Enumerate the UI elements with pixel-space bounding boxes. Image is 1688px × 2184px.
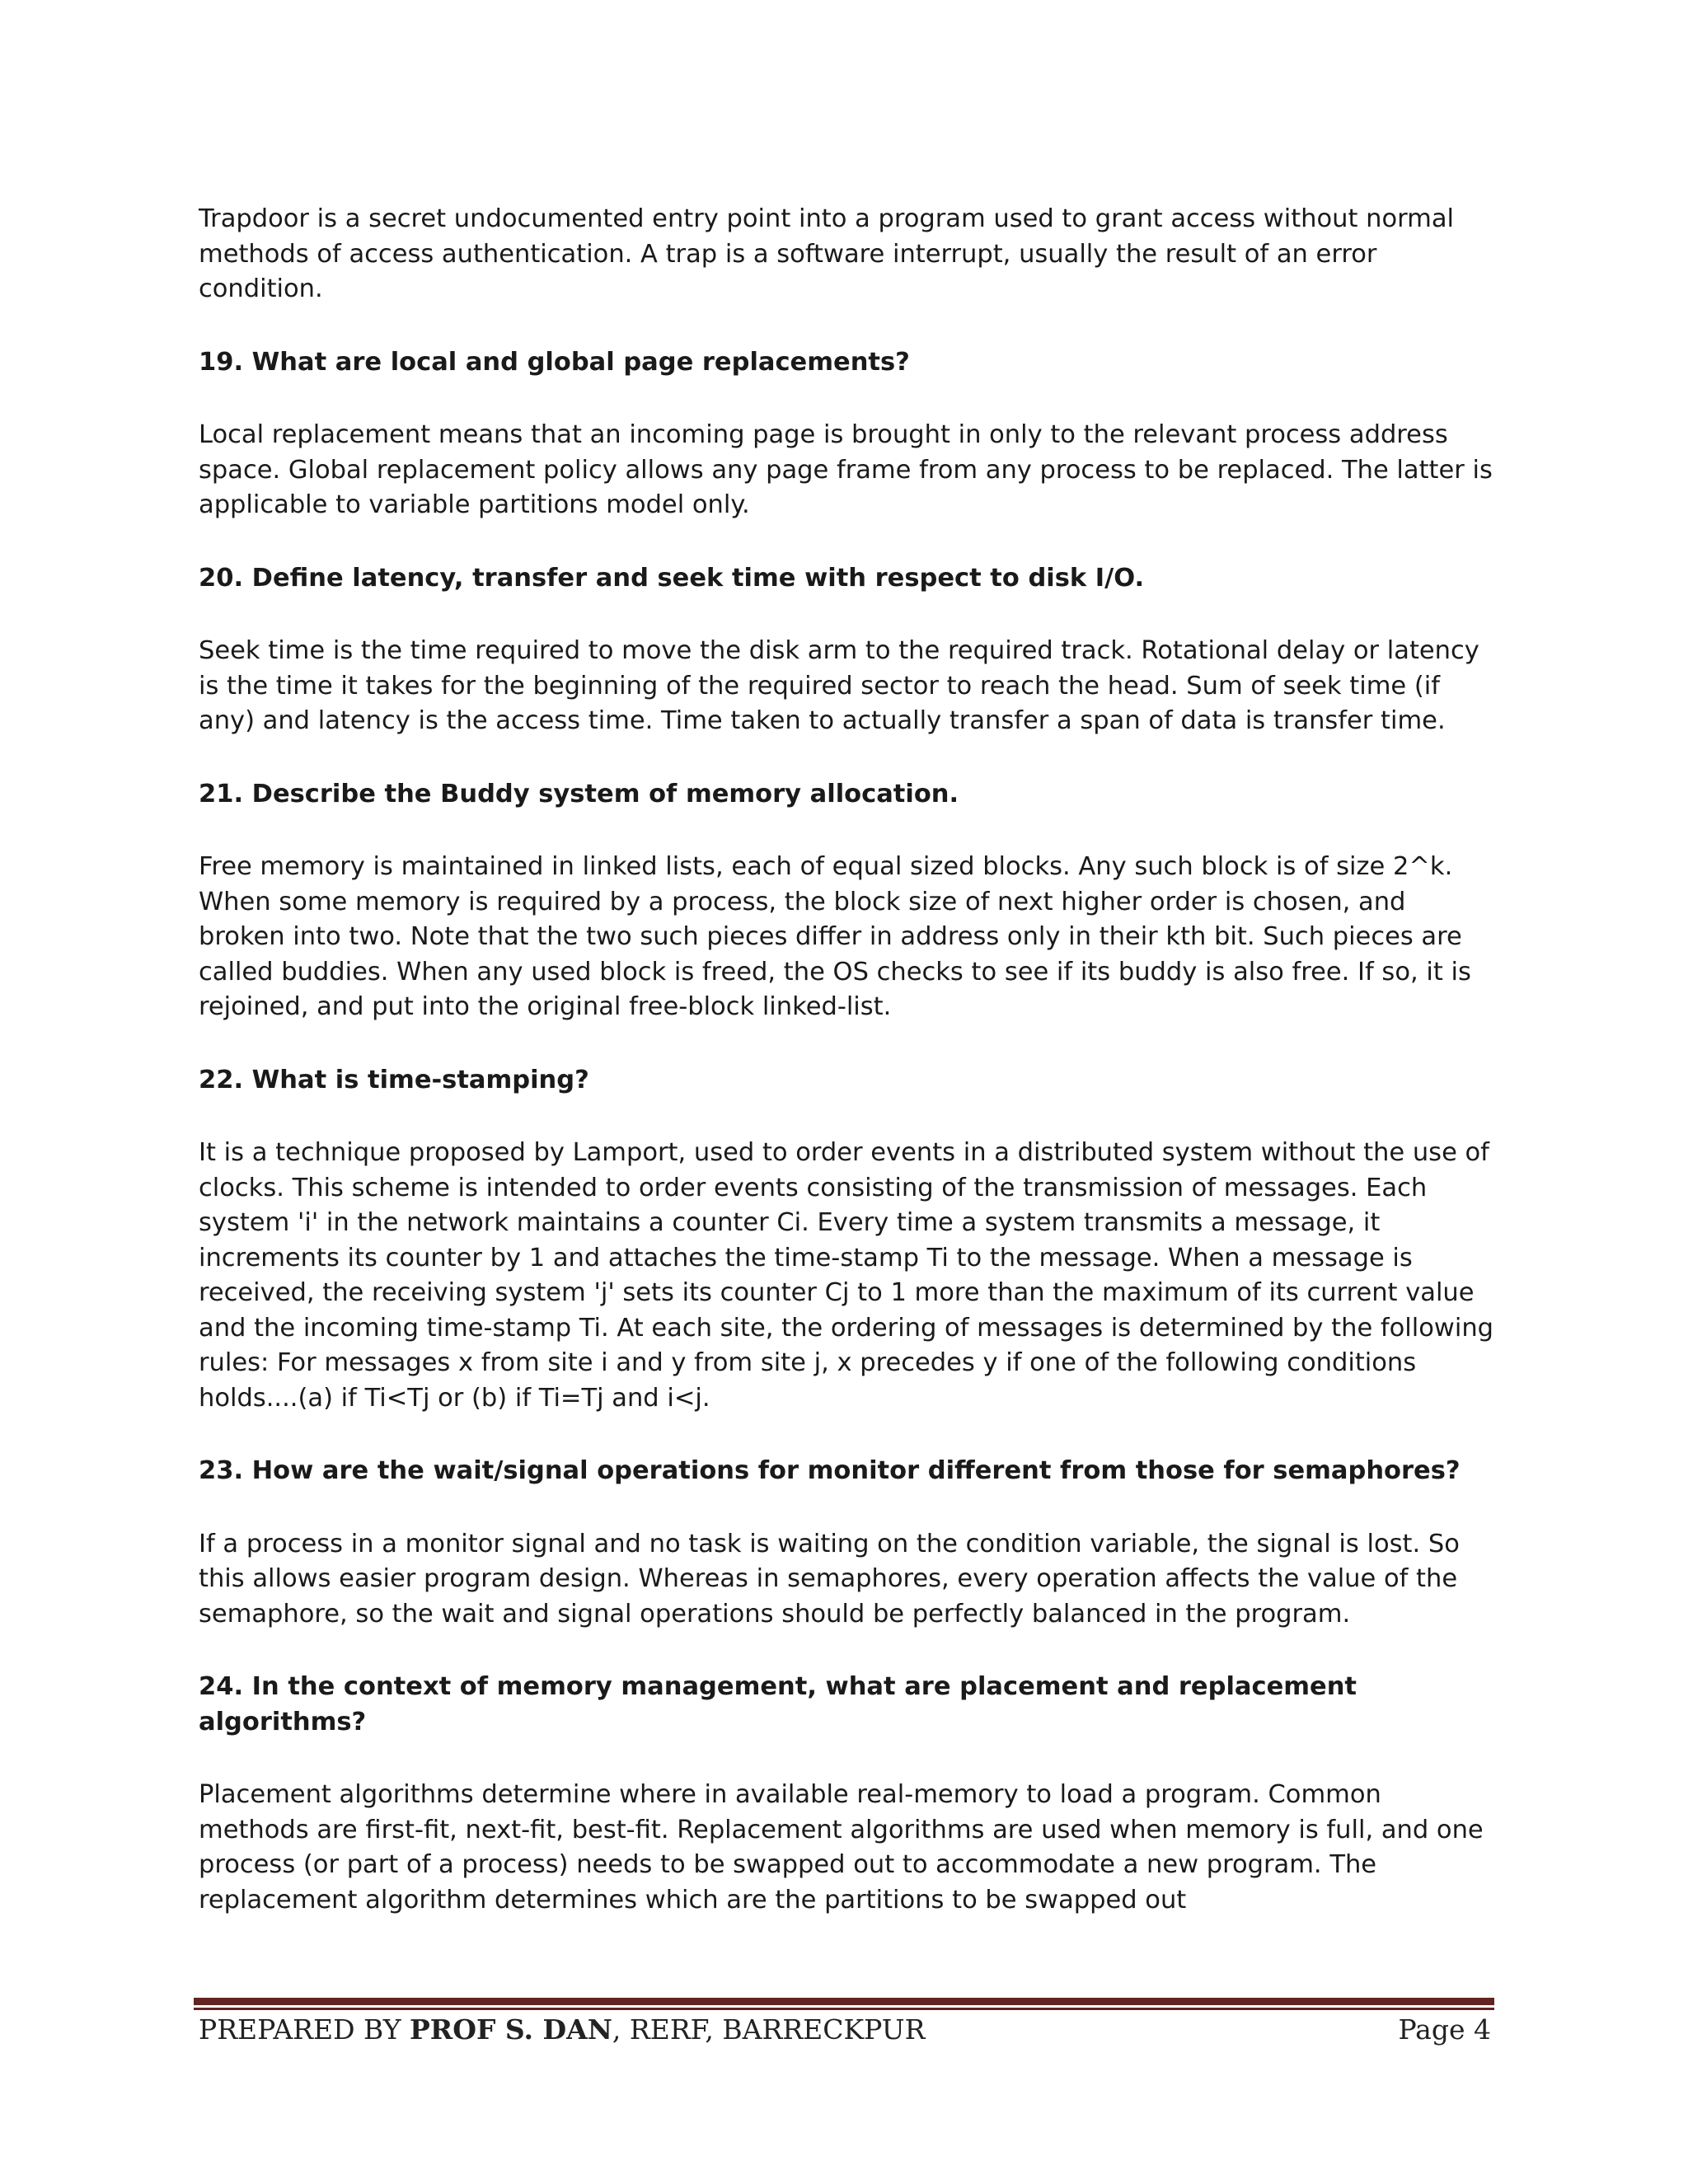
footer-author: PROF S. DAN — [409, 2013, 612, 2046]
answer-21: Free memory is maintained in linked lists, each of equal sized blocks. Any such block is of size 2^k. When some memory is required by a process, the block size of next higher order is chosen, and broken into two. Note that the two such pieces differ in address only in their kth bit. Such pieces are called buddies. When any used block is freed, the OS checks to see if its buddy is also free. If so, it is rejoined, and put into the original free-block linked-list. — [199, 852, 1471, 1021]
page-number: Page 4 — [1398, 2013, 1491, 2046]
question-19: 19. What are local and global page replacements? — [199, 347, 910, 377]
answer-20: Seek time is the time required to move the disk arm to the required track. Rotational delay or latency is the time it takes for the beginning of the required sector to reach the head. Sum of seek time (if any) and latency is the access time. Time taken to actually transfer a span of data is transfer time. — [199, 636, 1479, 735]
intro-paragraph: Trapdoor is a secret undocumented entry point into a program used to grant access without normal methods of access authentication. A trap is a software interrupt, usually the result of an error condition. — [199, 204, 1455, 303]
footer-suffix: , RERF, BARRECKPUR — [612, 2013, 926, 2046]
question-22: 22. What is time-stamping? — [199, 1065, 589, 1094]
answer-23: If a process in a monitor signal and no task is waiting on the condition variable, the signal is lost. So this allows easier program design. Whereas in semaphores, every operation affects the value of the semaphore, so the wait and signal operations should be perfectly balanced in the program. — [199, 1529, 1460, 1629]
answer-19: Local replacement means that an incoming page is brought in only to the relevant process address space. Global replacement policy allows any page frame from any process to be replaced. The latter is applicable to variable partitions model only. — [199, 420, 1493, 519]
answer-24: Placement algorithms determine where in available real-memory to load a program. Common methods are first-fit, next-fit, best-fit. Replacement algorithms are used when memory is full, and one process (or part of a process) needs to be swapped out to accommodate a new program. The replacement algorithm determines which are the partitions to be swapped out — [199, 1780, 1484, 1915]
footer-credit — [199, 2011, 925, 2049]
answer-22: It is a technique proposed by Lamport, used to order events in a distributed system without the use of clocks. This scheme is intended to order events consisting of the transmission of messages. Each system 'i' in the network maintains a counter Ci. Every time a system transmits a message, it increments its counter by 1 and attaches the time-stamp Ti to the message. When a message is received, the receiving system 'j' sets its counter Cj to 1 more than the maximum of its current value and the incoming time-stamp Ti. At each site, the ordering of messages is determined by the following rules: For messages x from site i and y from site j, x precedes y if one of the following conditions holds....(a) if Ti<Tj or (b) if Ti=Tj and i<j. — [199, 1138, 1494, 1413]
question-23: 23. How are the wait/signal operations for monitor different from those for semaphores? — [199, 1456, 1461, 1485]
page-content — [199, 202, 1494, 1918]
question-20: 20. Define latency, transfer and seek time with respect to disk I/O. — [199, 563, 1145, 593]
question-21: 21. Describe the Buddy system of memory allocation. — [199, 779, 959, 808]
footer-divider — [194, 1998, 1494, 2010]
footer-prefix: PREPARED BY — [199, 2013, 410, 2046]
question-24: 24. In the context of memory management, what are placement and replacement algorithms? — [199, 1672, 1357, 1736]
